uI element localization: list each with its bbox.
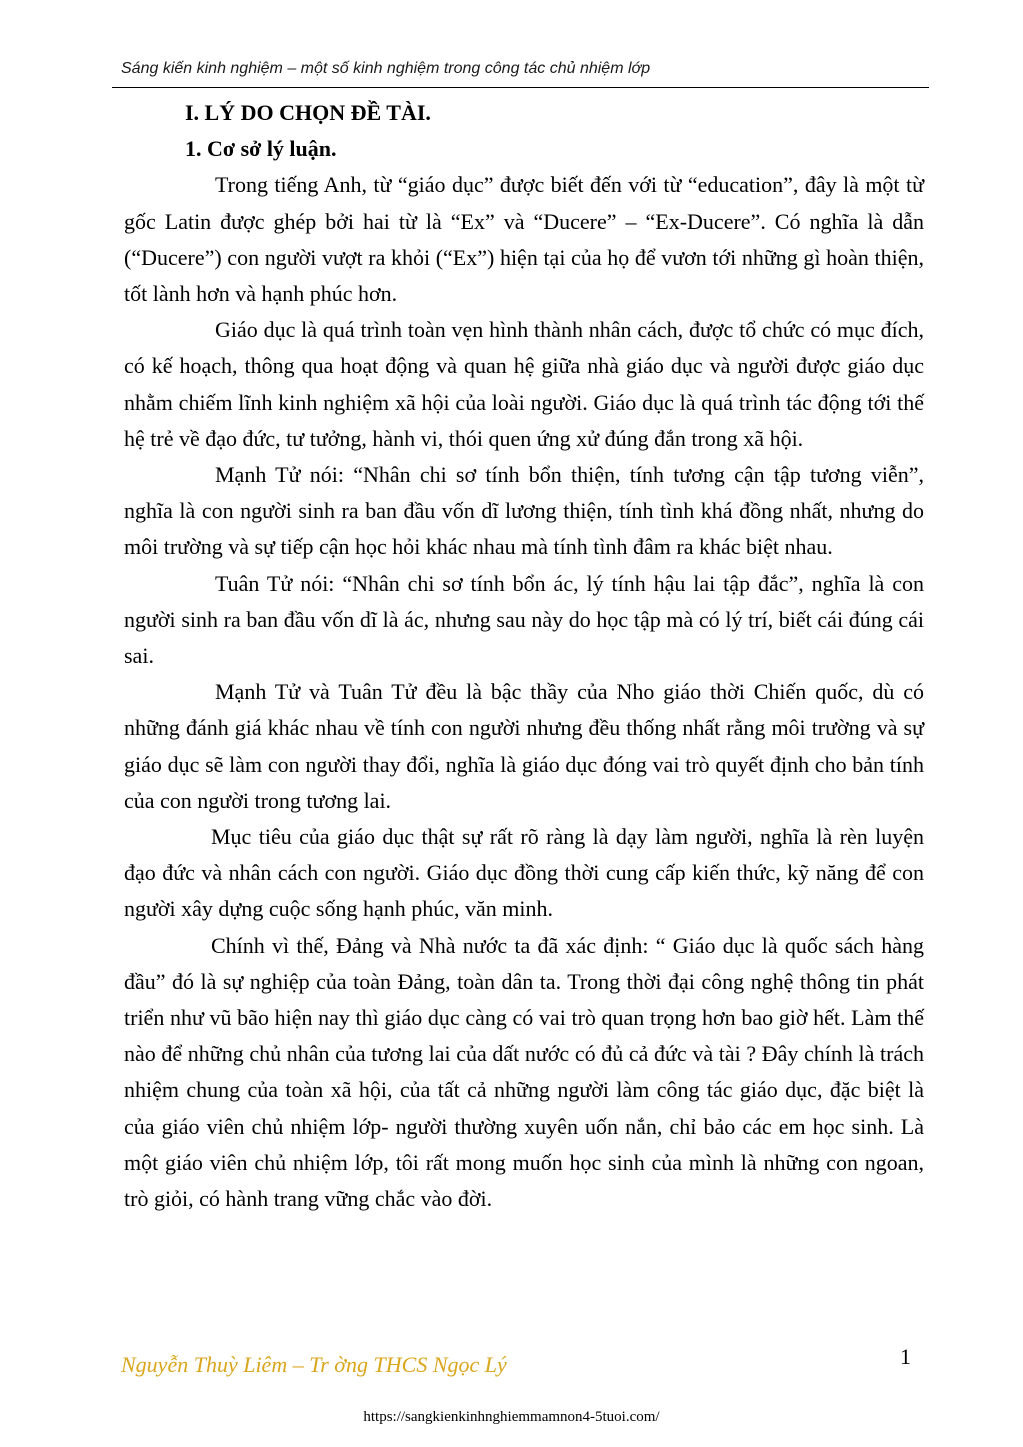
section-title: I. LÝ DO CHỌN ĐỀ TÀI.	[185, 100, 431, 125]
page-number: 1	[900, 1344, 911, 1369]
document-body	[124, 95, 924, 1217]
paragraph: Tuân Tử nói: “Nhân chi sơ tính bổn ác, lý tính hậu lai tập đắc”, nghĩa là con người sinh ra ban đầu vốn dĩ là ác, nhưng sau này do học tập mà có lý trí, biết cái đúng cái sai.	[124, 570, 924, 669]
page-header: Sáng kiến kinh nghiệm – một số kinh nghiệm trong công tác chủ nhiệm lớp	[121, 60, 651, 77]
paragraph: Giáo dục là quá trình toàn vẹn hình thành nhân cách, được tổ chức có mục đích, có kế hoạch, thông qua hoạt động và quan hệ giữa nhà giáo dục và người được giáo dục nhằm chiếm lĩnh kinh nghiệm xã hội của loài người. Giáo dục là quá trình tác động tới thế hệ trẻ về đạo đức, tư tưởng, hành vi, thói quen ứng xử đúng đắn trong xã hội.	[124, 317, 924, 451]
paragraph: Mạnh Tử và Tuân Tử đều là bậc thầy của Nho giáo thời Chiến quốc, dù có những đánh giá khác nhau về tính con người nhưng đều thống nhất rằng môi trường và sự giáo dục sẽ làm con người thay đổi, nghĩa là giáo dục đóng vai trò quyết định cho bản tính của con người trong tương lai.	[124, 679, 924, 813]
paragraph: Chính vì thế, Đảng và Nhà nước ta đã xác định: “ Giáo dục là quốc sách hàng đầu” đó là sự nghiệp của toàn Đảng, toàn dân ta. Trong thời đại công nghệ thông tin phát triển như vũ bão hiện nay thì giáo dục càng có vai trò quan trọng hơn bao giờ hết. Làm thế nào để những chủ nhân của tương lai của dất nước có đủ cả đức và tài ? Đây chính là trách nhiệm chung của toàn xã hội, của tất cả những người làm công tác giáo dục, đặc biệt là của giáo viên chủ nhiệm lớp- người thường xuyên uốn nắn, chỉ bảo các em học sinh. Là một giáo viên chủ nhiệm lớp, tôi rất mong muốn học sinh của mình là những con ngoan, trò giỏi, có hành trang vững chắc vào đời.	[124, 932, 924, 1212]
paragraph: Mục tiêu của giáo dục thật sự rất rõ ràng là dạy làm người, nghĩa là rèn luyện đạo đức và nhân cách con người. Giáo dục đồng thời cung cấp kiến thức, kỹ năng để con người xây dựng cuộc sống hạnh phúc, văn minh.	[124, 824, 924, 922]
footer-url: https://sangkienkinhnghiemmamnon4-5tuoi.com/	[363, 1409, 660, 1425]
header-divider	[112, 87, 929, 88]
paragraph: Trong tiếng Anh, từ “giáo dục” được biết đến với từ “education”, đây là một từ gốc Latin được ghép bởi hai từ là “Ex” và “Ducere” – “Ex-Ducere”. Có nghĩa là dẫn (“Ducere”) con người vượt ra khỏi (“Ex”) hiện tại của họ để vươn tới những gì hoàn thiện, tốt lành hơn và hạnh phúc hơn.	[124, 172, 924, 307]
paragraph: Mạnh Tử nói: “Nhân chi sơ tính bổn thiện, tính tương cận tập tương viễn”, nghĩa là con người sinh ra ban đầu vốn dĩ lương thiện, tính tình khá đồng nhất, nhưng do môi trường và sự tiếp cận học hỏi khác nhau mà tính tình đâm ra khác biệt nhau.	[124, 462, 924, 560]
footer-signature: Nguyễn Thuỳ Liêm – Tr ờng THCS Ngọc Lý	[121, 1352, 507, 1377]
section-subtitle: 1. Cơ sở lý luận.	[185, 136, 337, 162]
